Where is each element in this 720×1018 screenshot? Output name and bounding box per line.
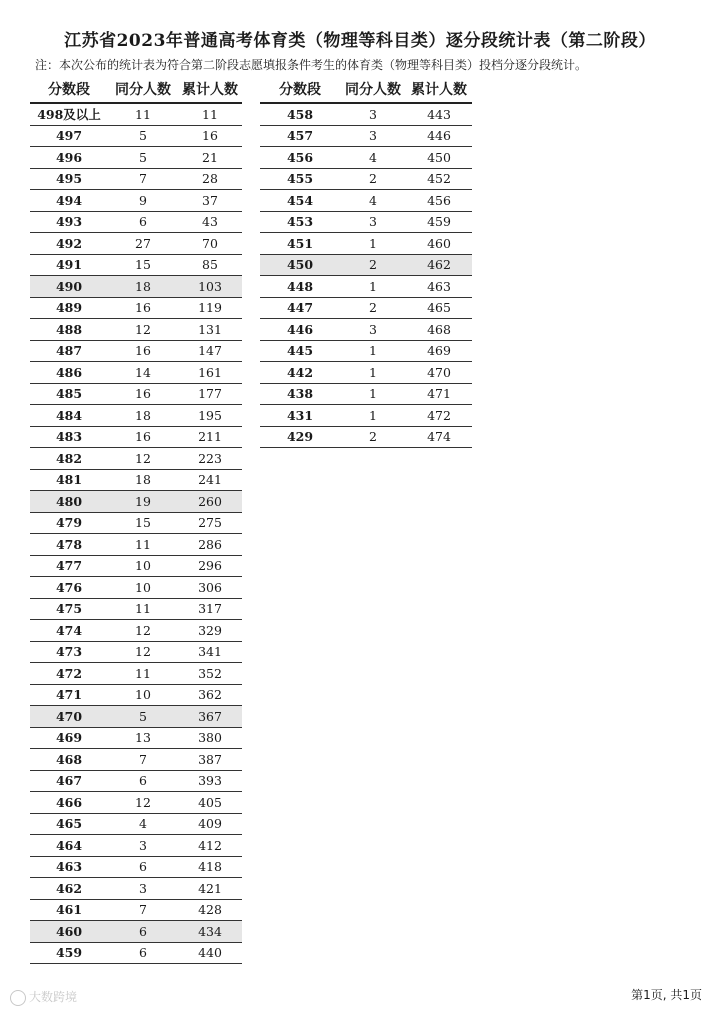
same-count-cell: 3: [340, 319, 406, 341]
cumulative-cell: 462: [406, 254, 472, 276]
table-row: [30, 125, 242, 147]
score-cell: 492: [30, 233, 108, 255]
score-cell: 462: [30, 878, 108, 900]
table-row: [30, 254, 242, 276]
table-row: [30, 168, 242, 190]
cumulative-cell: 21: [178, 147, 242, 169]
cumulative-cell: 37: [178, 190, 242, 212]
cumulative-cell: 428: [178, 899, 242, 921]
cumulative-cell: 443: [406, 103, 472, 125]
table-row: [30, 362, 242, 384]
same-count-cell: 10: [108, 555, 178, 577]
column-header-cumulative: 累计人数: [406, 76, 472, 103]
table-row: [30, 405, 242, 427]
same-count-cell: 12: [108, 319, 178, 341]
table-row: [30, 727, 242, 749]
score-cell: 464: [30, 835, 108, 857]
same-count-cell: 1: [340, 233, 406, 255]
score-cell: 460: [30, 921, 108, 943]
same-count-cell: 10: [108, 684, 178, 706]
table-row: [30, 534, 242, 556]
table-row: [30, 469, 242, 491]
cumulative-cell: 329: [178, 620, 242, 642]
table-row: [30, 340, 242, 362]
cumulative-cell: 418: [178, 856, 242, 878]
score-cell: 487: [30, 340, 108, 362]
cumulative-cell: 440: [178, 942, 242, 964]
cumulative-cell: 367: [178, 706, 242, 728]
cumulative-cell: 341: [178, 641, 242, 663]
same-count-cell: 16: [108, 426, 178, 448]
cumulative-cell: 103: [178, 276, 242, 298]
score-cell: 463: [30, 856, 108, 878]
table-row: [30, 426, 242, 448]
score-cell: 459: [30, 942, 108, 964]
watermark-logo-icon: [10, 990, 26, 1006]
score-cell: 431: [260, 405, 340, 427]
cumulative-cell: 43: [178, 211, 242, 233]
cumulative-cell: 286: [178, 534, 242, 556]
cumulative-cell: 223: [178, 448, 242, 470]
page-title: 江苏省2023年普通高考体育类（物理等科目类）逐分段统计表（第二阶段）: [64, 31, 656, 51]
cumulative-cell: 468: [406, 319, 472, 341]
cumulative-cell: 211: [178, 426, 242, 448]
same-count-cell: 11: [108, 103, 178, 125]
score-cell: 438: [260, 383, 340, 405]
table-row: [30, 641, 242, 663]
table-row: [30, 684, 242, 706]
watermark: [10, 988, 77, 1006]
same-count-cell: 5: [108, 125, 178, 147]
score-cell: 450: [260, 254, 340, 276]
same-count-cell: 5: [108, 706, 178, 728]
cumulative-cell: 465: [406, 297, 472, 319]
cumulative-cell: 446: [406, 125, 472, 147]
table-row: [260, 147, 472, 169]
table-row: [260, 125, 472, 147]
same-count-cell: 1: [340, 383, 406, 405]
table-row: [260, 383, 472, 405]
same-count-cell: 6: [108, 770, 178, 792]
cumulative-cell: 362: [178, 684, 242, 706]
cumulative-cell: 421: [178, 878, 242, 900]
same-count-cell: 12: [108, 620, 178, 642]
cumulative-cell: 412: [178, 835, 242, 857]
score-cell: 486: [30, 362, 108, 384]
score-cell: 451: [260, 233, 340, 255]
same-count-cell: 10: [108, 577, 178, 599]
cumulative-cell: 463: [406, 276, 472, 298]
score-cell: 483: [30, 426, 108, 448]
same-count-cell: 27: [108, 233, 178, 255]
score-cell: 458: [260, 103, 340, 125]
score-cell: 446: [260, 319, 340, 341]
same-count-cell: 18: [108, 276, 178, 298]
score-cell: 491: [30, 254, 108, 276]
cumulative-cell: 306: [178, 577, 242, 599]
table-row: [30, 211, 242, 233]
cumulative-cell: 460: [406, 233, 472, 255]
same-count-cell: 11: [108, 534, 178, 556]
same-count-cell: 16: [108, 340, 178, 362]
cumulative-cell: 452: [406, 168, 472, 190]
cumulative-cell: 241: [178, 469, 242, 491]
same-count-cell: 12: [108, 448, 178, 470]
score-table-left: [30, 76, 242, 964]
same-count-cell: 1: [340, 340, 406, 362]
score-cell: 447: [260, 297, 340, 319]
score-cell: 471: [30, 684, 108, 706]
table-row: [30, 190, 242, 212]
score-cell: 480: [30, 491, 108, 513]
same-count-cell: 19: [108, 491, 178, 513]
table-row: [30, 620, 242, 642]
cumulative-cell: 472: [406, 405, 472, 427]
table-row: [260, 190, 472, 212]
cumulative-cell: 161: [178, 362, 242, 384]
score-cell: 476: [30, 577, 108, 599]
table-row: [260, 297, 472, 319]
score-cell: 474: [30, 620, 108, 642]
score-cell: 429: [260, 426, 340, 448]
table-row: [30, 942, 242, 964]
score-cell: 497: [30, 125, 108, 147]
same-count-cell: 3: [108, 835, 178, 857]
table-row: [260, 426, 472, 448]
cumulative-cell: 405: [178, 792, 242, 814]
cumulative-cell: 380: [178, 727, 242, 749]
table-row: [30, 899, 242, 921]
cumulative-cell: 11: [178, 103, 242, 125]
same-count-cell: 11: [108, 598, 178, 620]
table-row: [260, 254, 472, 276]
score-cell: 477: [30, 555, 108, 577]
cumulative-cell: 409: [178, 813, 242, 835]
same-count-cell: 1: [340, 405, 406, 427]
cumulative-cell: 16: [178, 125, 242, 147]
score-table-right: [260, 76, 472, 448]
cumulative-cell: 195: [178, 405, 242, 427]
score-cell: 488: [30, 319, 108, 341]
table-row: [30, 147, 242, 169]
same-count-cell: 14: [108, 362, 178, 384]
table-row: [260, 340, 472, 362]
same-count-cell: 7: [108, 168, 178, 190]
table-row: [30, 663, 242, 685]
page-footer: 第1页, 共1页: [631, 988, 702, 1002]
same-count-cell: 6: [108, 211, 178, 233]
table-row: [260, 319, 472, 341]
cumulative-cell: 85: [178, 254, 242, 276]
table-header-row: [30, 76, 242, 103]
table-row: [30, 103, 242, 125]
column-header-same-count: 同分人数: [108, 76, 178, 103]
cumulative-cell: 177: [178, 383, 242, 405]
same-count-cell: 2: [340, 254, 406, 276]
score-cell: 453: [260, 211, 340, 233]
same-count-cell: 16: [108, 383, 178, 405]
same-count-cell: 9: [108, 190, 178, 212]
table-row: [30, 792, 242, 814]
table-row: [260, 362, 472, 384]
table-row: [30, 856, 242, 878]
cumulative-cell: 260: [178, 491, 242, 513]
score-cell: 482: [30, 448, 108, 470]
score-cell: 495: [30, 168, 108, 190]
cumulative-cell: 471: [406, 383, 472, 405]
score-cell: 470: [30, 706, 108, 728]
same-count-cell: 4: [108, 813, 178, 835]
score-cell: 457: [260, 125, 340, 147]
score-cell: 494: [30, 190, 108, 212]
same-count-cell: 15: [108, 254, 178, 276]
score-cell: 490: [30, 276, 108, 298]
cumulative-cell: 119: [178, 297, 242, 319]
cumulative-cell: 352: [178, 663, 242, 685]
score-cell: 473: [30, 641, 108, 663]
score-cell: 465: [30, 813, 108, 835]
column-header-score: 分数段: [260, 76, 340, 103]
score-cell: 479: [30, 512, 108, 534]
score-cell: 448: [260, 276, 340, 298]
column-header-cumulative: 累计人数: [178, 76, 242, 103]
table-row: [30, 319, 242, 341]
cumulative-cell: 147: [178, 340, 242, 362]
same-count-cell: 3: [108, 878, 178, 900]
cumulative-cell: 456: [406, 190, 472, 212]
same-count-cell: 1: [340, 276, 406, 298]
column-header-score: 分数段: [30, 76, 108, 103]
score-cell: 445: [260, 340, 340, 362]
cumulative-cell: 131: [178, 319, 242, 341]
same-count-cell: 7: [108, 749, 178, 771]
table-row: [260, 405, 472, 427]
table-row: [30, 491, 242, 513]
table-row: [30, 297, 242, 319]
score-cell: 454: [260, 190, 340, 212]
table-row: [260, 103, 472, 125]
table-row: [260, 233, 472, 255]
same-count-cell: 3: [340, 103, 406, 125]
same-count-cell: 18: [108, 405, 178, 427]
table-row: [30, 835, 242, 857]
cumulative-cell: 474: [406, 426, 472, 448]
table-row: [30, 233, 242, 255]
table-row: [30, 512, 242, 534]
table-header-row: [260, 76, 472, 103]
table-row: [30, 770, 242, 792]
watermark-text: 大数跨境: [29, 990, 78, 1004]
same-count-cell: 2: [340, 426, 406, 448]
cumulative-cell: 387: [178, 749, 242, 771]
cumulative-cell: 450: [406, 147, 472, 169]
score-cell: 466: [30, 792, 108, 814]
table-row: [260, 276, 472, 298]
same-count-cell: 13: [108, 727, 178, 749]
score-cell: 475: [30, 598, 108, 620]
same-count-cell: 6: [108, 942, 178, 964]
same-count-cell: 4: [340, 190, 406, 212]
same-count-cell: 3: [340, 125, 406, 147]
same-count-cell: 6: [108, 921, 178, 943]
same-count-cell: 1: [340, 362, 406, 384]
table-row: [30, 749, 242, 771]
same-count-cell: 18: [108, 469, 178, 491]
cumulative-cell: 317: [178, 598, 242, 620]
table-row: [30, 383, 242, 405]
score-cell: 455: [260, 168, 340, 190]
score-cell: 498及以上: [30, 103, 108, 125]
same-count-cell: 4: [340, 147, 406, 169]
same-count-cell: 16: [108, 297, 178, 319]
cumulative-cell: 393: [178, 770, 242, 792]
same-count-cell: 6: [108, 856, 178, 878]
same-count-cell: 12: [108, 792, 178, 814]
table-row: [30, 878, 242, 900]
score-cell: 442: [260, 362, 340, 384]
cumulative-cell: 470: [406, 362, 472, 384]
same-count-cell: 3: [340, 211, 406, 233]
score-cell: 485: [30, 383, 108, 405]
score-cell: 478: [30, 534, 108, 556]
score-cell: 493: [30, 211, 108, 233]
same-count-cell: 5: [108, 147, 178, 169]
table-row: [30, 448, 242, 470]
table-row: [30, 555, 242, 577]
cumulative-cell: 275: [178, 512, 242, 534]
column-header-same-count: 同分人数: [340, 76, 406, 103]
cumulative-cell: 70: [178, 233, 242, 255]
cumulative-cell: 28: [178, 168, 242, 190]
table-row: [30, 706, 242, 728]
table-row: [30, 921, 242, 943]
same-count-cell: 15: [108, 512, 178, 534]
table-row: [260, 211, 472, 233]
score-cell: 469: [30, 727, 108, 749]
same-count-cell: 2: [340, 297, 406, 319]
table-note: 注：本次公布的统计表为符合第二阶段志愿填报条件考生的体育类（物理等科目类）投档分逐分段统计。: [35, 58, 588, 72]
score-cell: 481: [30, 469, 108, 491]
table-row: [260, 168, 472, 190]
score-cell: 484: [30, 405, 108, 427]
same-count-cell: 7: [108, 899, 178, 921]
score-cell: 472: [30, 663, 108, 685]
same-count-cell: 12: [108, 641, 178, 663]
score-cell: 456: [260, 147, 340, 169]
score-cell: 467: [30, 770, 108, 792]
score-cell: 489: [30, 297, 108, 319]
cumulative-cell: 469: [406, 340, 472, 362]
table-row: [30, 598, 242, 620]
same-count-cell: 2: [340, 168, 406, 190]
cumulative-cell: 434: [178, 921, 242, 943]
cumulative-cell: 459: [406, 211, 472, 233]
table-row: [30, 276, 242, 298]
table-row: [30, 813, 242, 835]
table-row: [30, 577, 242, 599]
cumulative-cell: 296: [178, 555, 242, 577]
score-cell: 496: [30, 147, 108, 169]
score-cell: 468: [30, 749, 108, 771]
same-count-cell: 11: [108, 663, 178, 685]
score-cell: 461: [30, 899, 108, 921]
